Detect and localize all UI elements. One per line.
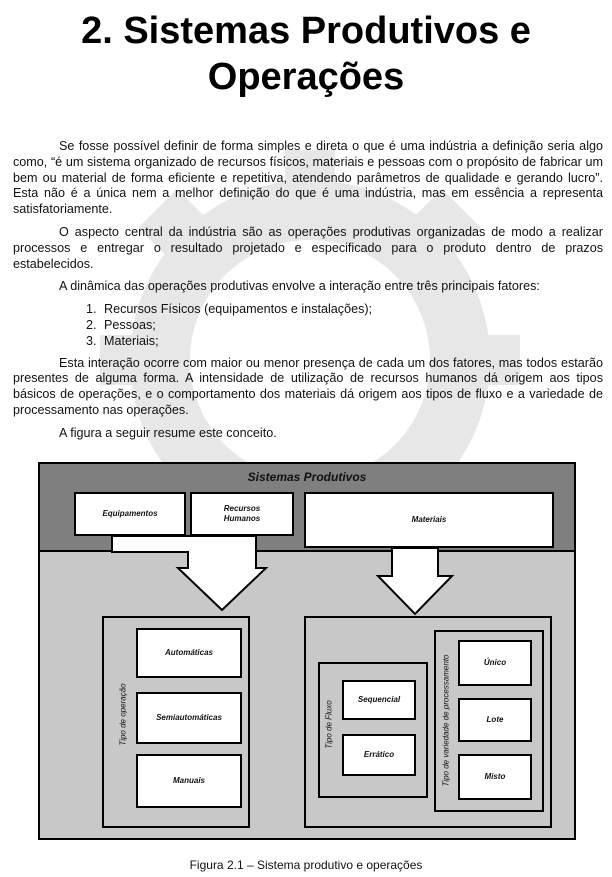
operation-type-panel [102, 616, 250, 828]
body-text [13, 139, 603, 449]
processing-variety-label: Tipo de variedade de processamento [441, 654, 451, 787]
right-arrow [378, 548, 452, 614]
paragraph-interaction: Esta interação ocorre com maior ou menor presença de cada um dos fatores, mas todos estarão presentes de alguma forma. A intensidade de utilização de recursos humanos dá origem aos tipos básicos de operações, e o comportamento dos materiais dá origem aos tipos de fluxo e a variedade de processamento nas operações. [13, 355, 603, 417]
processing-variety-panel [434, 630, 544, 812]
input-materiais-box: Materiais [304, 492, 554, 548]
production-system-diagram [38, 462, 576, 840]
diagram-title: Sistemas Produtivos [247, 470, 367, 484]
input-equipamentos-box: Equipamentos [74, 492, 186, 536]
paragraph-definition: Se fosse possível definir de forma simples e direta o que é uma indústria a definição seria algo como, “é um sistema organizado de recursos físicos, materiais e pessoas com o propósito de fabricar um bem ou material de forma eficiente e repetitiva, atendendo parâmetros de qualidade e gerando lucro”. Esta não é a única nem a melhor definição do que é uma indústria, mas em essência a representa satisfatoriamente. [13, 139, 603, 217]
figure-caption: Figura 2.1 – Sistema produtivo e operações [189, 858, 423, 872]
flow-sequencial-box: Sequencial [342, 680, 416, 720]
flow-type-panel [318, 662, 428, 798]
left-arrow [112, 536, 266, 610]
variety-unico-box: Único [458, 640, 532, 686]
paragraph-central-aspect: O aspecto central da indústria são as operações produtivas organizadas de modo a realizar processos e entregar o resultado projetado e especificado para o produto dentro de prazos estabelecidos. [13, 224, 603, 271]
variety-lote-box: Lote [458, 698, 532, 742]
list-item: 3. Materiais; [100, 334, 603, 350]
page-title [0, 8, 612, 100]
input-recursos-humanos-box: Recursos Humanos [190, 492, 294, 536]
factors-list [13, 302, 603, 349]
paragraph-figure-intro: A figura a seguir resume este conceito. [59, 425, 277, 440]
page-title-line-1: 2. Sistemas Produtivos e [81, 10, 531, 52]
operation-semiautomaticas-box: Semiautomáticas [136, 692, 242, 744]
operation-type-label: Tipo de operação [118, 683, 128, 746]
page-title-line-2: Operações [207, 56, 405, 98]
operation-manuais-box: Manuais [136, 754, 242, 808]
variety-misto-box: Misto [458, 754, 532, 800]
flow-erratico-box: Errático [342, 734, 416, 776]
operation-automaticas-box: Automáticas [136, 628, 242, 678]
list-item: 1. Recursos Físicos (equipamentos e instalações); [100, 302, 603, 318]
materials-panel [304, 616, 552, 828]
paragraph-dynamics: A dinâmica das operações produtivas envolve a interação entre três principais fatores: [59, 279, 540, 294]
list-item: 2. Pessoas; [100, 318, 603, 334]
flow-type-label: Tipo de Fluxo [324, 700, 334, 749]
